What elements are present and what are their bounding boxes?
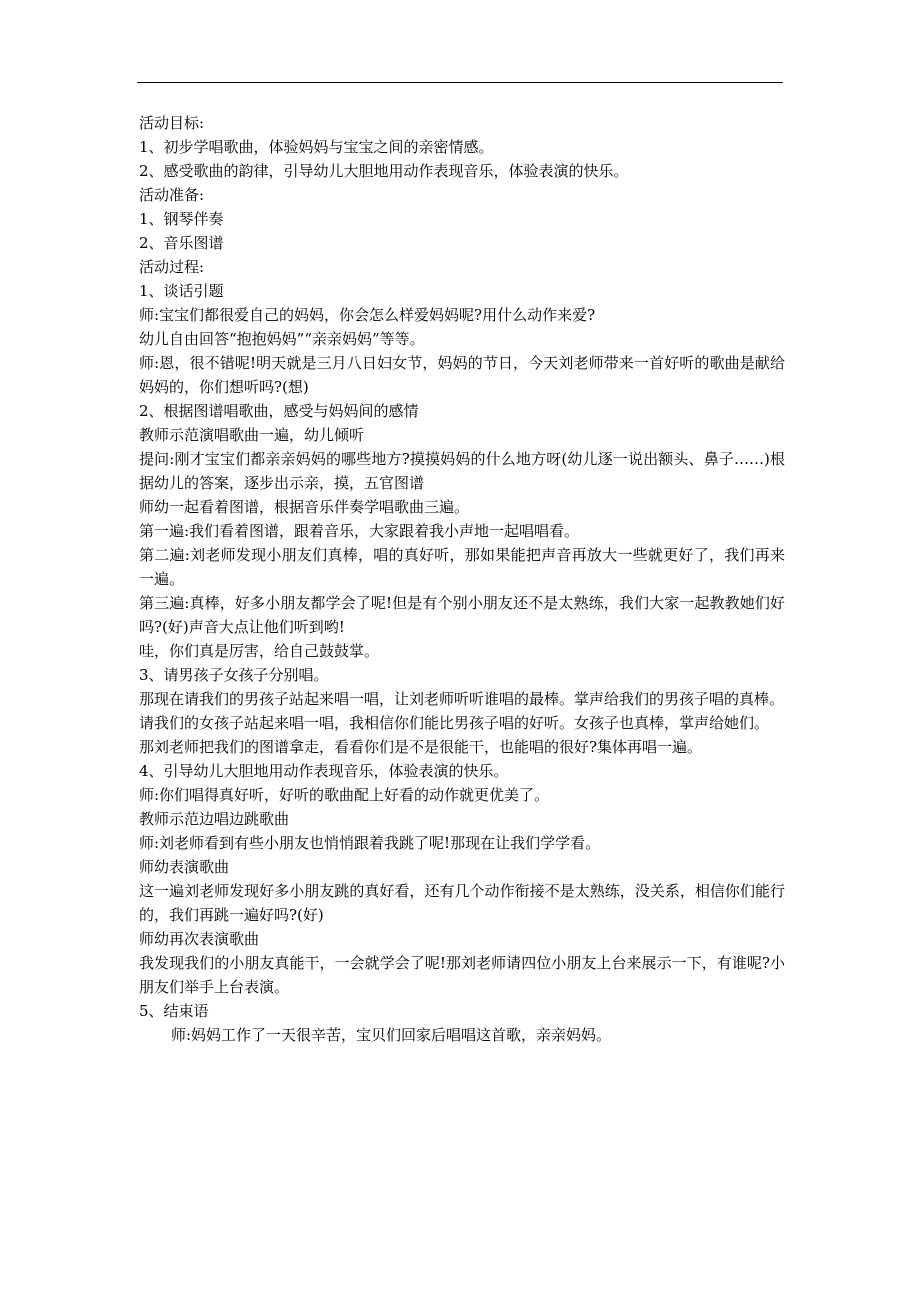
- paragraph: 师幼再次表演歌曲: [139, 930, 260, 948]
- paragraph: 我发现我们的小朋友真能干，一会就学会了呢!那刘老师请四位小朋友上台来展示一下，有谁呢?小朋友们举手上台表演。: [139, 954, 785, 996]
- paragraph: 那现在请我们的男孩子站起来唱一唱，让刘老师听听谁唱的最棒。掌声给我们的男孩子唱的真棒。: [139, 690, 785, 708]
- paragraph: 那刘老师把我们的图谱拿走，看看你们是不是很能干，也能唱的很好?集体再唱一遍。: [139, 738, 703, 756]
- paragraph: 师:恩，很不错呢!明天就是三月八日妇女节，妈妈的节日，今天刘老师带来一首好听的歌曲是献给妈妈的，你们想听吗?(想): [139, 354, 785, 396]
- heading-preparation: 活动准备:: [139, 186, 205, 204]
- process-step-2-title: 2、根据图谱唱歌曲，感受与妈妈间的感情: [139, 402, 419, 420]
- paragraph: 请我们的女孩子站起来唱一唱，我相信你们能比男孩子唱的好听。女孩子也真棒，掌声给她们。: [139, 714, 770, 732]
- paragraph: 提问:刚才宝宝们都亲亲妈妈的哪些地方?摸摸妈妈的什么地方呀(幼儿逐一说出额头、鼻子……)根据幼儿的答案，逐步出示亲，摸，五官图谱: [139, 450, 785, 492]
- process-step-1-title: 1、谈话引题: [139, 282, 224, 300]
- paragraph: 师幼一起看着图谱，根据音乐伴奏学唱歌曲三遍。: [139, 498, 470, 516]
- paragraph: 教师示范演唱歌曲一遍，幼儿倾听: [139, 426, 365, 444]
- heading-process: 活动过程:: [139, 258, 205, 276]
- paragraph: 第三遍:真棒，好多小朋友都学会了呢!但是有个别小朋友还不是太熟练，我们大家一起教教她们好吗?(好)声音大点让他们听到哟!: [139, 594, 785, 636]
- goal-item-2: 2、感受歌曲的韵律，引导幼儿大胆地用动作表现音乐，体验表演的快乐。: [139, 162, 629, 180]
- goal-item-1: 1、初步学唱歌曲，体验妈妈与宝宝之间的亲密情感。: [139, 138, 494, 156]
- paragraph: 师:刘老师看到有些小朋友也悄悄跟着我跳了呢!那现在让我们学学看。: [139, 834, 601, 852]
- heading-goals: 活动目标:: [139, 114, 205, 132]
- process-step-4-title: 4、引导幼儿大胆地用动作表现音乐，体验表演的快乐。: [139, 762, 509, 780]
- preparation-item-1: 1、钢琴伴奏: [139, 210, 224, 228]
- paragraph: 师:你们唱得真好听，好听的歌曲配上好看的动作就更优美了。: [139, 786, 550, 804]
- process-step-5-title: 5、结束语: [139, 1002, 209, 1020]
- document-body: [139, 111, 785, 1047]
- paragraph: 第一遍:我们看着图谱，跟着音乐，大家跟着我小声地一起唱唱看。: [139, 522, 580, 540]
- paragraph: 师幼表演歌曲: [139, 858, 230, 876]
- process-step-3-title: 3、请男孩子女孩子分别唱。: [139, 666, 329, 684]
- paragraph: 师:宝宝们都很爱自己的妈妈，你会怎么样爱妈妈呢?用什么动作来爱?: [139, 306, 596, 324]
- paragraph: 哇，你们真是厉害，给自己鼓鼓掌。: [139, 642, 380, 660]
- header-rule: [137, 82, 783, 83]
- paragraph: 第二遍:刘老师发现小朋友们真棒，唱的真好听，那如果能把声音再放大一些就更好了，我们再来一遍。: [139, 546, 785, 588]
- closing-remark: 师:妈妈工作了一天很辛苦，宝贝们回家后唱唱这首歌，亲亲妈妈。: [171, 1026, 612, 1044]
- paragraph: 教师示范边唱边跳歌曲: [139, 810, 290, 828]
- paragraph: 幼儿自由回答“抱抱妈妈”“亲亲妈妈”等等。: [139, 330, 425, 348]
- paragraph: 这一遍刘老师发现好多小朋友跳的真好看，还有几个动作衔接不是太熟练，没关系，相信你们能行的，我们再跳一遍好吗?(好): [139, 882, 785, 924]
- preparation-item-2: 2、音乐图谱: [139, 234, 224, 252]
